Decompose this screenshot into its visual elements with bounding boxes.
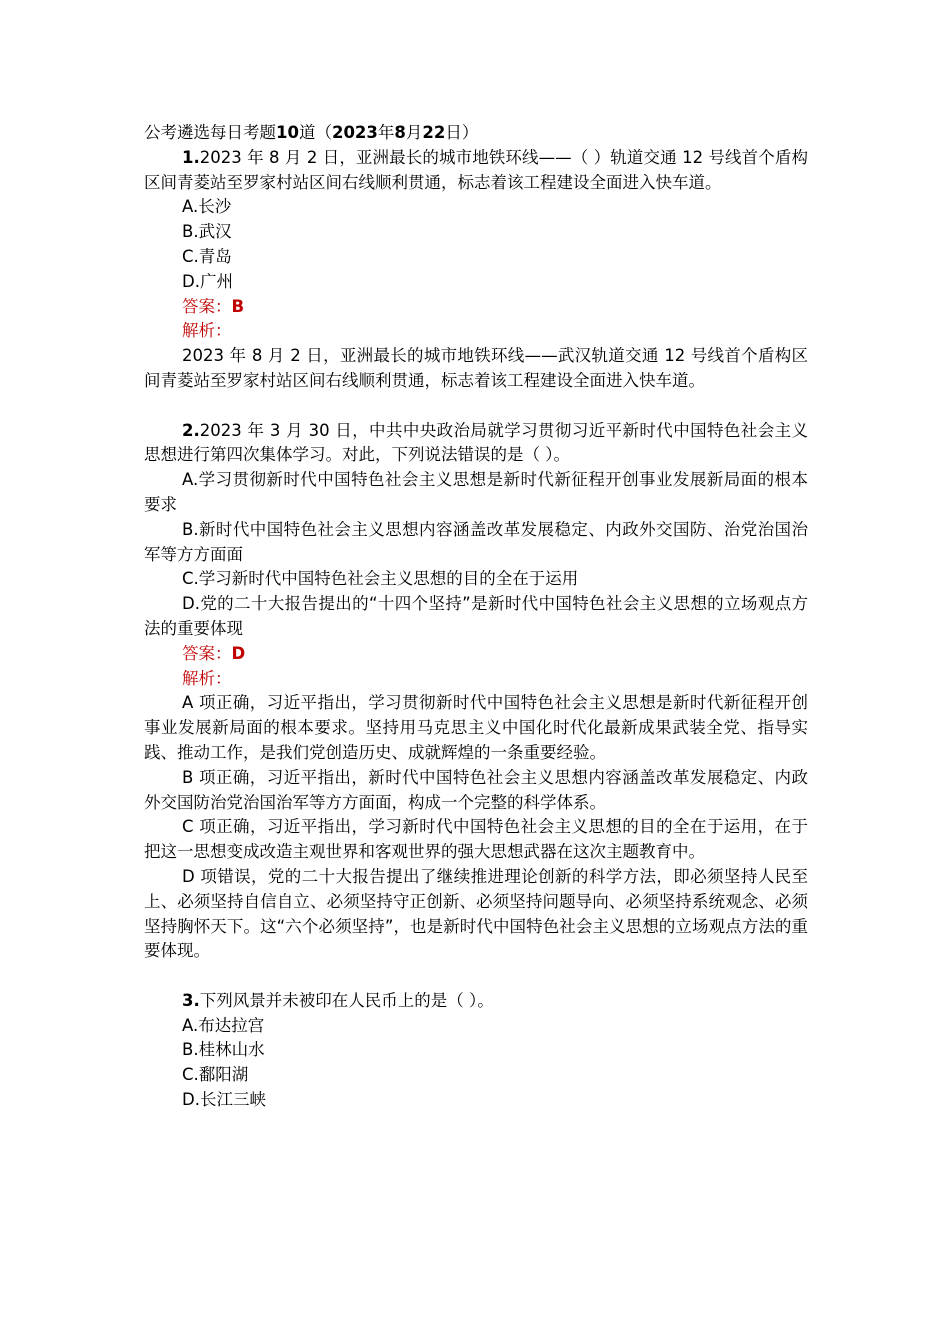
question-2-option-c: C.学习新时代中国特色社会主义思想的目的全在于运用 — [182, 569, 579, 589]
question-3-stem — [144, 989, 808, 1014]
title-text: 日） — [445, 123, 479, 142]
title-text: 道（ — [298, 123, 332, 142]
answer-value: B — [231, 296, 245, 316]
question-1-option-b: B.武汉 — [182, 222, 232, 242]
question-1-analysis-label: 解析： — [182, 321, 232, 341]
answer-label: 答案： — [182, 643, 232, 663]
title-text: 月 — [405, 123, 423, 142]
question-text: 下列风景并未被印在人民币上的是（ ）。 — [199, 990, 494, 1010]
title-day: 22 — [422, 123, 446, 142]
question-2-analysis-b: B 项正确，习近平指出，新时代中国特色社会主义思想内容涵盖改革发展稳定、内政外交国防治党治国治军等方方面面，构成一个完整的科学体系。 — [144, 767, 808, 812]
question-1-stem — [144, 146, 808, 196]
question-2-analysis-label: 解析： — [182, 668, 232, 688]
answer-label: 答案： — [182, 296, 232, 316]
question-2-option-d: D.党的二十大报告提出的“十四个坚持”是新时代中国特色社会主义思想的立场观点方法的重要体现 — [144, 594, 808, 638]
question-2-stem — [144, 419, 808, 469]
question-3-option-a: A.布达拉宫 — [182, 1015, 265, 1035]
question-number: 3. — [182, 990, 200, 1010]
question-3-option-d: D.长江三峡 — [182, 1090, 266, 1110]
question-2-analysis-a: A 项正确，习近平指出，学习贯彻新时代中国特色社会主义思想是新时代新征程开创事业发展新局面的根本要求。坚持用马克思主义中国化时代化最新成果武装全党、指导实践、推动工作，是我们党创造历史、成就辉煌的一条重要经验。 — [144, 693, 808, 762]
question-2-analysis-c: C 项正确，习近平指出，学习新时代中国特色社会主义思想的目的全在于运用，在于把这一思想变成改造主观世界和客观世界的强大思想武器在这次主题教育中。 — [144, 817, 808, 862]
question-1-option-d: D.广州 — [182, 271, 233, 291]
question-number: 2. — [182, 420, 200, 440]
question-2-analysis-d: D 项错误，党的二十大报告提出了继续推进理论创新的科学方法，即必须坚持人民至上、必须坚持自信自立、必须坚持守正创新、必须坚持问题导向、必须坚持系统观念、必须坚持胸怀天下。这“六个必须坚持”，也是新时代中国特色社会主义思想的立场观点方法的重要体现。 — [144, 866, 808, 961]
title-year: 2023 — [331, 123, 378, 142]
question-1-option-a: A.长沙 — [182, 197, 232, 217]
question-3-option-b: B.桂林山水 — [182, 1040, 265, 1060]
spacer — [144, 394, 808, 419]
question-2-answer — [144, 642, 808, 667]
question-2-option-a: A.学习贯彻新时代中国特色社会主义思想是新时代新征程开创事业发展新局面的根本要求 — [144, 470, 808, 514]
question-text: 2023 年 8 月 2 日，亚洲最长的城市地铁环线——（ ）轨道交通 12 号线首个盾构区间青菱站至罗家村站区间右线顺利贯通，标志着该工程建设全面进入快车道。 — [144, 147, 808, 192]
answer-value: D — [231, 643, 246, 663]
title-count: 10 — [276, 123, 299, 142]
question-1-answer — [144, 295, 808, 320]
document-content — [144, 121, 808, 1113]
document-title — [144, 121, 808, 146]
question-1-analysis: 2023 年 8 月 2 日，亚洲最长的城市地铁环线——武汉轨道交通 12 号线首个盾构区间青菱站至罗家村站区间右线顺利贯通，标志着该工程建设全面进入快车道。 — [144, 346, 808, 390]
spacer — [144, 964, 808, 989]
question-1-option-c: C.青岛 — [182, 246, 232, 266]
title-text: 年 — [377, 123, 395, 142]
title-month: 8 — [394, 123, 406, 142]
question-number: 1. — [182, 147, 200, 167]
question-3-option-c: C.鄱阳湖 — [182, 1065, 249, 1085]
title-prefix: 公考遴选每日考题 — [144, 123, 276, 142]
question-text: 2023 年 3 月 30 日，中共中央政治局就学习贯彻习近平新时代中国特色社会主义思想进行第四次集体学习。对此，下列说法错误的是（ ）。 — [144, 420, 808, 465]
question-2-option-b: B.新时代中国特色社会主义思想内容涵盖改革发展稳定、内政外交国防、治党治国治军等方方面面 — [144, 519, 808, 564]
